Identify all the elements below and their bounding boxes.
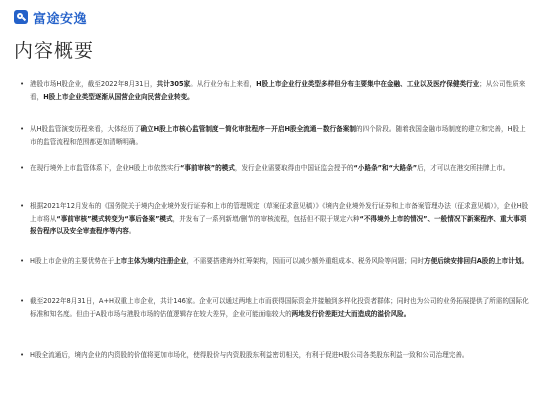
- body-text: 后，才可以在港交所挂牌上市。: [417, 164, 510, 172]
- bullet-icon: •: [20, 202, 25, 210]
- summary-item-text: [30, 78, 532, 103]
- body-text: ，发行企业需要取得由中国证监会授予的: [234, 164, 354, 172]
- emphasis-text: “事前审核”模式转变为“事后备案”模式: [56, 214, 173, 223]
- emphasis-text: “小路条”和“大路条”: [353, 164, 418, 172]
- summary-item: [20, 123, 532, 148]
- summary-item: [20, 255, 532, 268]
- summary-item-text: [30, 255, 532, 268]
- brand-name: 富途安逸: [33, 11, 88, 27]
- bullet-icon: •: [20, 80, 25, 88]
- futu-logo-icon: [14, 10, 28, 24]
- summary-item-text: [30, 295, 532, 320]
- body-text: 。: [128, 227, 136, 236]
- body-text: 截至2022年8月31日，A+H双重上市企业，共计146家。企业可以通过两地上市而获得国际资金并接触到多样化投资者群体；同时也为公司的业务拓展提供了所需的国际化标准和知名度。但由于A股市场与港股市场的估值逻辑存在较大差异，企业可能面临较大的: [30, 297, 529, 318]
- body-text: 在现行境外上市监管体系下，企业H股上市依然实行: [30, 164, 181, 172]
- emphasis-text: “不得境外上市的情况”、一般情况下新案程序、重大事项报告程序以及安全审查程序等内容: [30, 214, 527, 236]
- bullet-icon: •: [20, 297, 25, 305]
- body-text: 根据2021年12月发布的《国务院关于境内企业境外发行证券和上市的管理规定（草案征求意见稿）》《境内企业境外发行证券和上市备案管理办法（征求意见稿）》，企业H股上市将从: [30, 202, 529, 223]
- body-text: ，并发布了一系列新增/删节的审核流程，包括但不限于规定六种: [172, 214, 360, 223]
- page-title: 内容概要: [14, 40, 95, 62]
- summary-item-text: [30, 162, 532, 175]
- body-text: ，不需要搭建海外红筹架构，因而可以减少额外重组成本、税务风险等问题；同时: [186, 257, 424, 265]
- summary-item: [20, 162, 532, 175]
- emphasis-text: 上市主体为境内注册企业: [114, 257, 187, 265]
- body-text: 从H股监管演变历程来看，大体经历了: [30, 125, 141, 133]
- summary-item: [20, 200, 532, 238]
- bullet-icon: •: [20, 351, 25, 359]
- summary-item: [20, 349, 532, 362]
- body-text: ；从公司性质来看，: [30, 80, 526, 101]
- emphasis-text: H股上市企业行业类型多样但分布主要集中在金融、工业以及医疗保健类行业: [256, 80, 480, 88]
- body-text: 的四个阶段。随着我国金融市场制度的建立和完善，H股上市的监管流程和范围都更加清晰明确。: [30, 125, 526, 146]
- emphasis-text: 方便后续安排回归A股的上市计划。: [424, 257, 529, 265]
- summary-item: [20, 78, 532, 103]
- summary-item-text: [30, 123, 532, 148]
- bullet-icon: •: [20, 257, 25, 265]
- bullet-icon: •: [20, 125, 25, 133]
- bullet-icon: •: [20, 164, 25, 172]
- summary-item: [20, 295, 532, 320]
- summary-item-text: [30, 349, 532, 362]
- emphasis-text: 共计305家: [156, 80, 191, 88]
- emphasis-text: 两地发行价差距过大而造成的溢价风险。: [291, 309, 411, 318]
- body-text: 。从行业分布上来看，: [190, 80, 257, 88]
- emphasis-text: H股上市企业类型逐渐从国营企业向民营企业转变。: [43, 92, 194, 101]
- body-text: 港股市场H股企业，截至2022年8月31日，: [30, 80, 157, 88]
- header: [14, 8, 87, 26]
- body-text: H股全流通后，境内企业的内资股的价值将更加市场化，使得股价与内资股股东利益密切相关，有利于促进H股公司各类股东利益一致和公司治理完善。: [30, 351, 469, 359]
- summary-item-text: [30, 200, 532, 238]
- body-text: H股上市企业的主要优势在于: [30, 257, 115, 265]
- emphasis-text: “事前审核”的模式: [180, 164, 235, 172]
- emphasis-text: 确立H股上市核心监管制度－简化审批程序－开启H股全流通－数行备案制: [140, 125, 356, 133]
